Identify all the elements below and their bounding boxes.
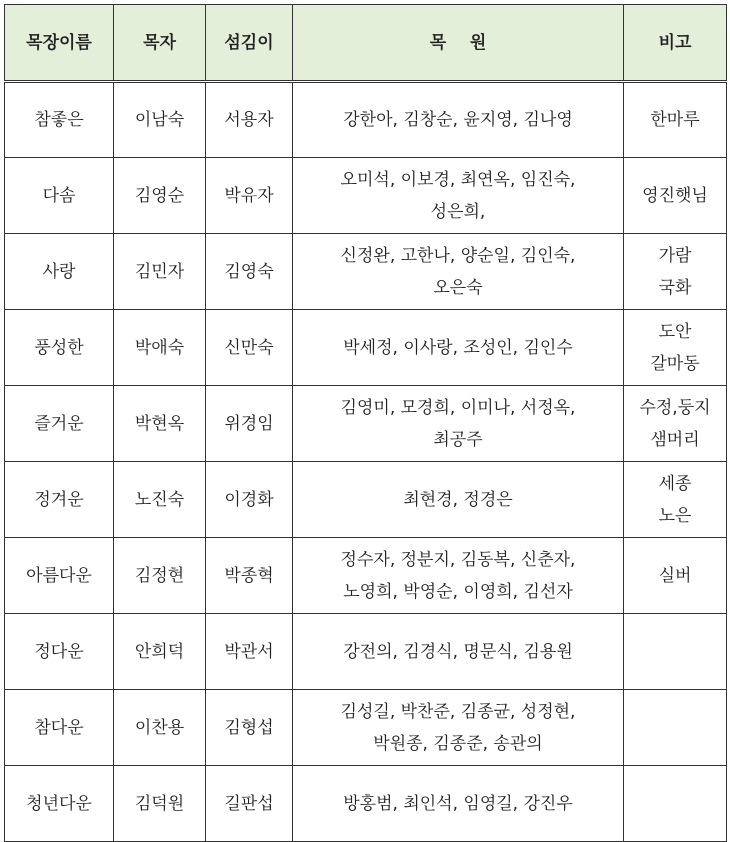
table-row [5, 538, 727, 614]
member-line: 노영희, 박영순, 이영희, 김선자 [343, 581, 573, 602]
cell-note [624, 690, 727, 766]
cell-note [624, 82, 727, 158]
note-line: 국화 [658, 277, 692, 298]
cell-leader: 박현옥 [114, 386, 206, 462]
cell-members [293, 766, 624, 842]
cell-helper: 위경임 [206, 386, 293, 462]
table-row [5, 614, 727, 690]
cell-leader: 노진숙 [114, 462, 206, 538]
cell-note [624, 766, 727, 842]
cell-leader: 박애숙 [114, 310, 206, 386]
cell-leader: 이남숙 [114, 82, 206, 158]
table-row [5, 82, 727, 158]
cell-members [293, 690, 624, 766]
cell-helper: 서용자 [206, 82, 293, 158]
cell-leader: 이찬용 [114, 690, 206, 766]
cell-group-name: 사랑 [5, 234, 114, 310]
cell-leader: 안희덕 [114, 614, 206, 690]
cell-group-name: 아름다운 [5, 538, 114, 614]
member-line: 김영미, 모경희, 이미나, 서정옥, [340, 397, 576, 418]
table-row [5, 234, 727, 310]
cell-group-name: 정다운 [5, 614, 114, 690]
cell-note [624, 158, 727, 234]
cell-members [293, 310, 624, 386]
cell-helper: 박관서 [206, 614, 293, 690]
cell-group-name: 풍성한 [5, 310, 114, 386]
cell-group-name: 즐거운 [5, 386, 114, 462]
note-line: 세종 [658, 473, 692, 494]
member-line: 최현경, 정경은 [403, 489, 513, 510]
member-line: 성은희, [430, 201, 486, 222]
member-line: 강전의, 김경식, 명문식, 김용원 [343, 641, 573, 662]
member-line: 정수자, 정분지, 김동복, 신춘자, [340, 549, 576, 570]
cell-members [293, 386, 624, 462]
note-line: 영진햇님 [642, 185, 708, 206]
table-row [5, 158, 727, 234]
note-line: 도안 [658, 321, 692, 342]
cell-group-name: 다솜 [5, 158, 114, 234]
cell-helper: 김형섭 [206, 690, 293, 766]
note-line: 가람 [658, 245, 692, 266]
note-line: 수정,둥지 [639, 397, 711, 418]
member-line: 강한아, 김창순, 윤지영, 김나영 [343, 110, 573, 130]
cell-note [624, 386, 727, 462]
cell-helper: 김영숙 [206, 234, 293, 310]
cell-group-name: 참좋은 [5, 82, 114, 158]
header-group-name: 목장이름 [5, 5, 114, 82]
member-line: 김성길, 박찬준, 김종균, 성정현, [340, 701, 576, 722]
header-members: 목 원 [293, 5, 624, 82]
cell-note [624, 234, 727, 310]
cell-leader: 김덕원 [114, 766, 206, 842]
cell-group-name: 정겨운 [5, 462, 114, 538]
cell-helper: 신만숙 [206, 310, 293, 386]
cell-leader: 김정현 [114, 538, 206, 614]
member-line: 오은숙 [433, 277, 483, 298]
cell-helper: 길판섭 [206, 766, 293, 842]
note-line: 샘머리 [650, 429, 700, 450]
header-row [5, 5, 727, 82]
member-line: 최공주 [433, 429, 483, 450]
cell-note [624, 538, 727, 614]
note-line: 노은 [658, 505, 692, 526]
cell-note [624, 462, 727, 538]
table-row [5, 462, 727, 538]
member-line: 신정완, 고한나, 양순일, 김인숙, [340, 245, 576, 266]
note-line: 실버 [658, 565, 692, 586]
note-line: 한마루 [650, 110, 700, 130]
cell-members [293, 234, 624, 310]
cell-members [293, 158, 624, 234]
cell-members [293, 538, 624, 614]
cell-group-name: 참다운 [5, 690, 114, 766]
cell-note [624, 614, 727, 690]
table-row [5, 690, 727, 766]
cell-helper: 이경화 [206, 462, 293, 538]
member-line: 박세정, 이사랑, 조성인, 김인수 [343, 337, 573, 358]
cell-members [293, 82, 624, 158]
table-row [5, 386, 727, 462]
header-note: 비고 [624, 5, 727, 82]
cell-members [293, 614, 624, 690]
cell-helper: 박유자 [206, 158, 293, 234]
cell-members [293, 462, 624, 538]
header-leader: 목자 [114, 5, 206, 82]
member-line: 박원종, 김종준, 송관의 [373, 733, 543, 754]
cell-group-name: 청년다운 [5, 766, 114, 842]
group-table [4, 4, 727, 842]
cell-helper: 박종혁 [206, 538, 293, 614]
header-helper: 섬김이 [206, 5, 293, 82]
cell-leader: 김영순 [114, 158, 206, 234]
note-line: 갈마동 [650, 353, 700, 374]
cell-note [624, 310, 727, 386]
table-row [5, 766, 727, 842]
member-line: 방홍범, 최인석, 임영길, 강진우 [343, 793, 573, 814]
cell-leader: 김민자 [114, 234, 206, 310]
member-line: 오미석, 이보경, 최연옥, 임진숙, [340, 169, 576, 190]
table-row [5, 310, 727, 386]
